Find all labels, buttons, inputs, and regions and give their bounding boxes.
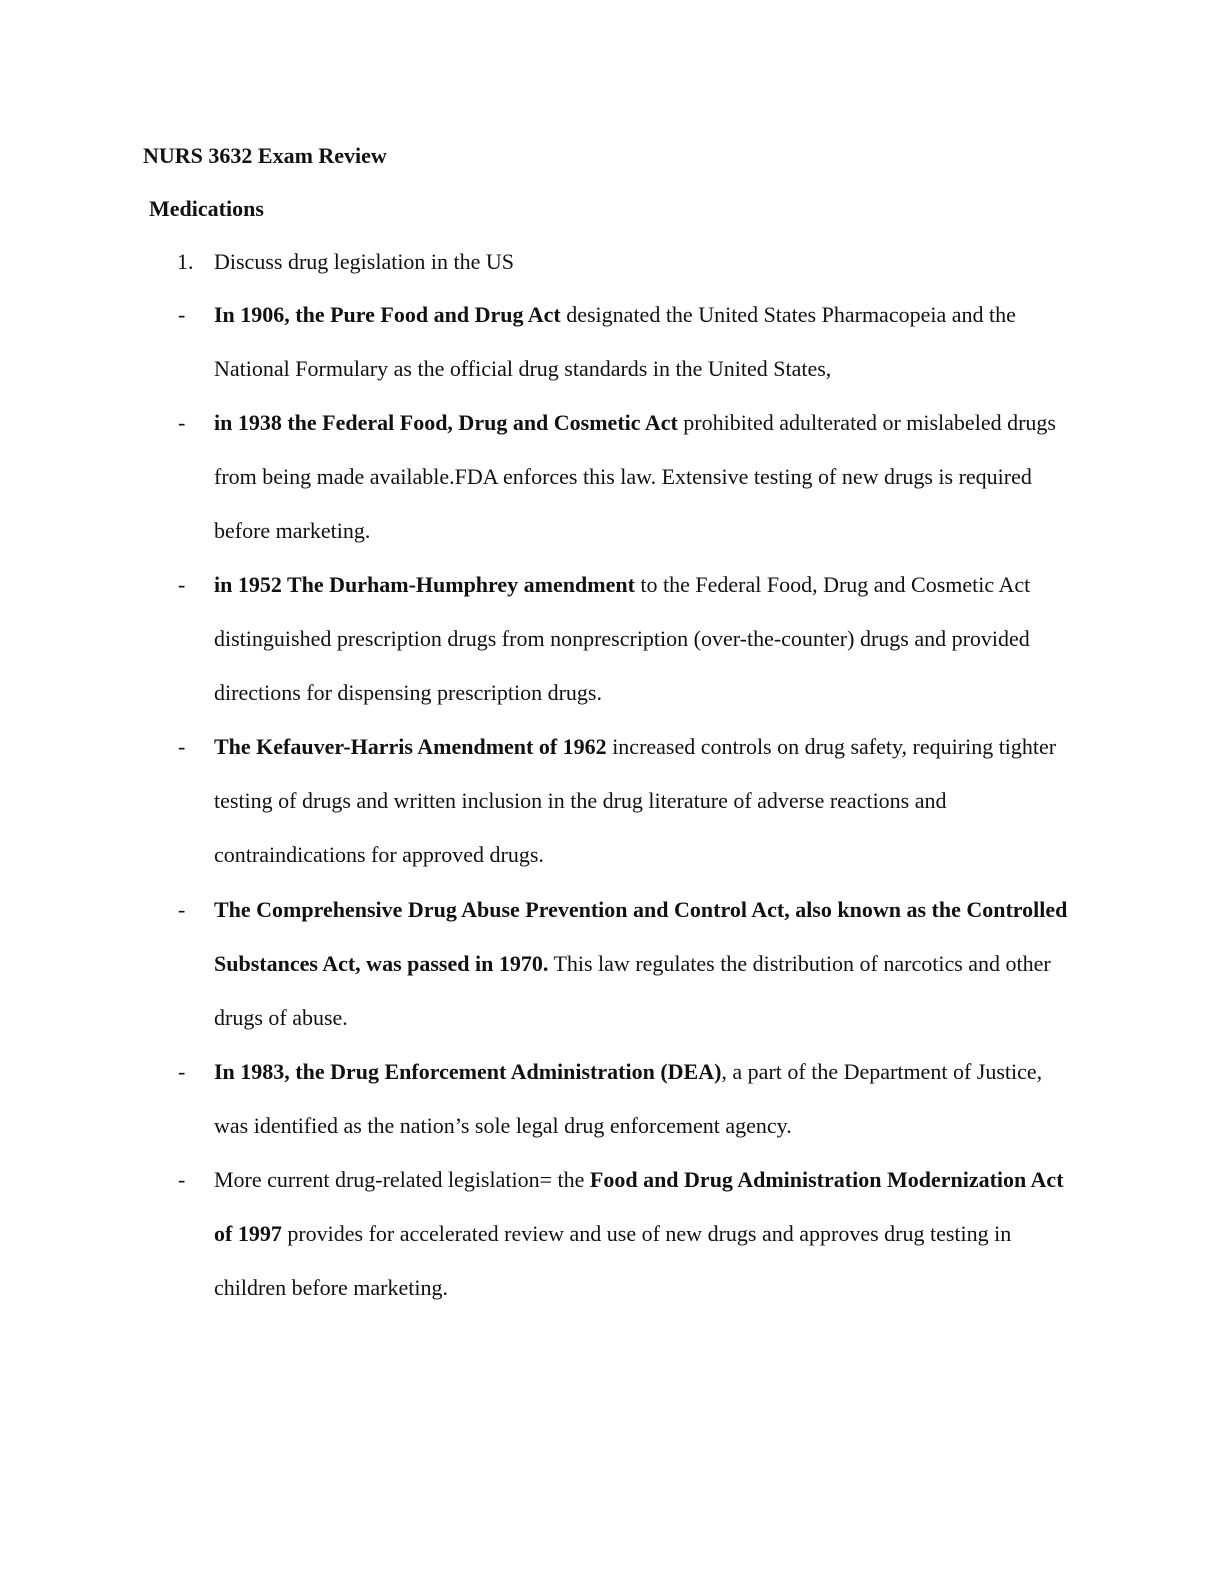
dash-marker: - <box>178 1167 186 1192</box>
list-item-text <box>214 396 1074 558</box>
document-title: NURS 3632 Exam Review <box>143 143 387 168</box>
bold-lead: The Comprehensive Drug Abuse Prevention and Control Act, also known as the Controlled Substances Act, was passed in 1970. <box>214 897 1068 976</box>
item-body: prohibited adulterated or mislabeled drugs from being made available.FDA enforces this law. Extensive testing of new drugs is required before marketing. <box>214 410 1056 543</box>
dash-marker: - <box>178 572 186 597</box>
dash-marker: - <box>178 410 186 435</box>
dash-marker: - <box>178 734 186 759</box>
list-item-text <box>214 288 1074 396</box>
list-item-text <box>214 1045 1074 1153</box>
dash-marker: - <box>178 302 186 327</box>
dash-marker: - <box>178 897 186 922</box>
bold-lead: in 1952 The Durham-Humphrey amendment <box>214 572 635 597</box>
item-prefix: More current drug-related legislation= the <box>214 1167 590 1192</box>
dash-marker: - <box>178 1059 186 1084</box>
bold-lead: Food and Drug Administration Modernization Act of 1997 <box>214 1167 1064 1246</box>
item-body: increased controls on drug safety, requiring tighter testing of drugs and written inclusion in the drug literature of adverse reactions and contraindications for approved drugs. <box>214 734 1057 867</box>
list-item-text <box>214 1153 1074 1315</box>
item-body: , a part of the Department of Justice, was identified as the nation’s sole legal drug enforcement agency. <box>214 1059 1043 1138</box>
question-text: Discuss drug legislation in the US <box>214 249 515 274</box>
bold-lead: in 1938 the Federal Food, Drug and Cosmetic Act <box>214 410 678 435</box>
bold-lead: The Kefauver-Harris Amendment of 1962 <box>214 734 607 759</box>
list-item-text <box>214 883 1074 1045</box>
item-body: This law regulates the distribution of narcotics and other drugs of abuse. <box>214 951 1051 1030</box>
item-body: to the Federal Food, Drug and Cosmetic Act distinguished prescription drugs from nonprescription (over-the-counter) drugs and provided directions for dispensing prescription drugs. <box>214 572 1031 705</box>
list-item-text <box>214 720 1074 882</box>
item-body: provides for accelerated review and use of new drugs and approves drug testing in children before marketing. <box>214 1221 1012 1300</box>
section-heading: Medications <box>149 196 264 221</box>
question-number: 1. <box>177 249 194 274</box>
bold-lead: In 1983, the Drug Enforcement Administration (DEA) <box>214 1059 722 1084</box>
item-body: designated the United States Pharmacopeia and the National Formulary as the official drug standards in the United States, <box>214 302 1016 381</box>
bold-lead: In 1906, the Pure Food and Drug Act <box>214 302 561 327</box>
list-item-text <box>214 558 1074 720</box>
